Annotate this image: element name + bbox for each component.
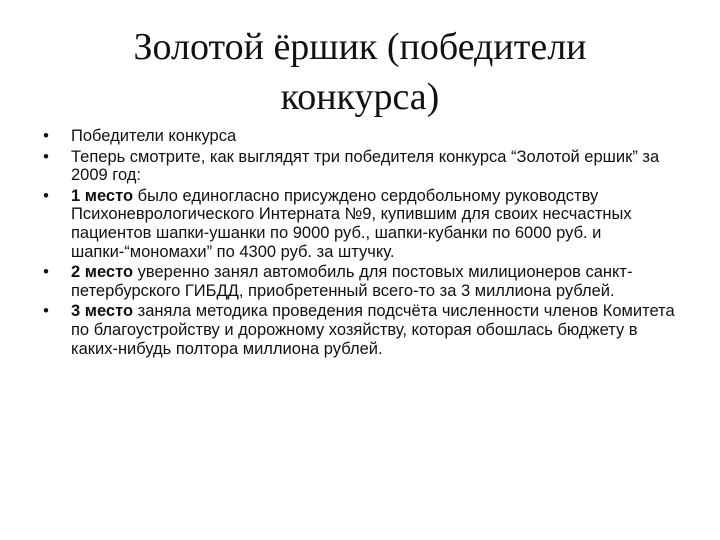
bullet-marker: • [43, 302, 49, 321]
bullet-item-4 [36, 263, 676, 300]
title-line-1: Золотой ёршик (победители [133, 26, 587, 68]
bullet-text: Теперь смотрите, как выглядят три победителя конкурса “Золотой ершик” за 2009 год: [71, 147, 660, 185]
bullet-rank: 2 место [71, 263, 134, 282]
bullet-item-3 [36, 187, 676, 261]
bullet-text: уверенно занял автомобиль для постовых милиционеров санкт-петербурского ГИБДД, приобретенный всего-то за 3 миллиона рублей. [71, 263, 633, 300]
bullet-text: Победители конкурса [71, 127, 237, 145]
bullet-marker: • [43, 263, 49, 282]
bullet-item-1 [36, 127, 676, 146]
bullet-list [36, 127, 676, 360]
bullet-rank: 3 место [71, 302, 134, 321]
bullet-text: было единогласно присуждено сердобольному руководству Психоневрологического Интерната №9, купившим для своих несчастных пациентов шапки-ушанки по 9000 руб., шапки-кубанки по 6000 руб. и шапки-“мономахи” по 4300 руб. за штучку. [71, 186, 632, 261]
bullet-rank: 1 место [71, 186, 134, 205]
bullet-text: заняла методика проведения подсчёта численности членов Комитета по благоустройству и дорожному хозяйству, которая обошлась бюджету в каких-нибудь полтора миллиона рублей. [71, 302, 675, 358]
bullet-item-5 [36, 302, 676, 358]
bullet-marker: • [43, 127, 49, 145]
bullet-marker: • [43, 186, 49, 205]
bullet-marker: • [43, 147, 49, 166]
title-line-2: конкурса) [280, 76, 440, 118]
slide-title [40, 22, 680, 122]
bullet-item-2 [36, 148, 676, 185]
